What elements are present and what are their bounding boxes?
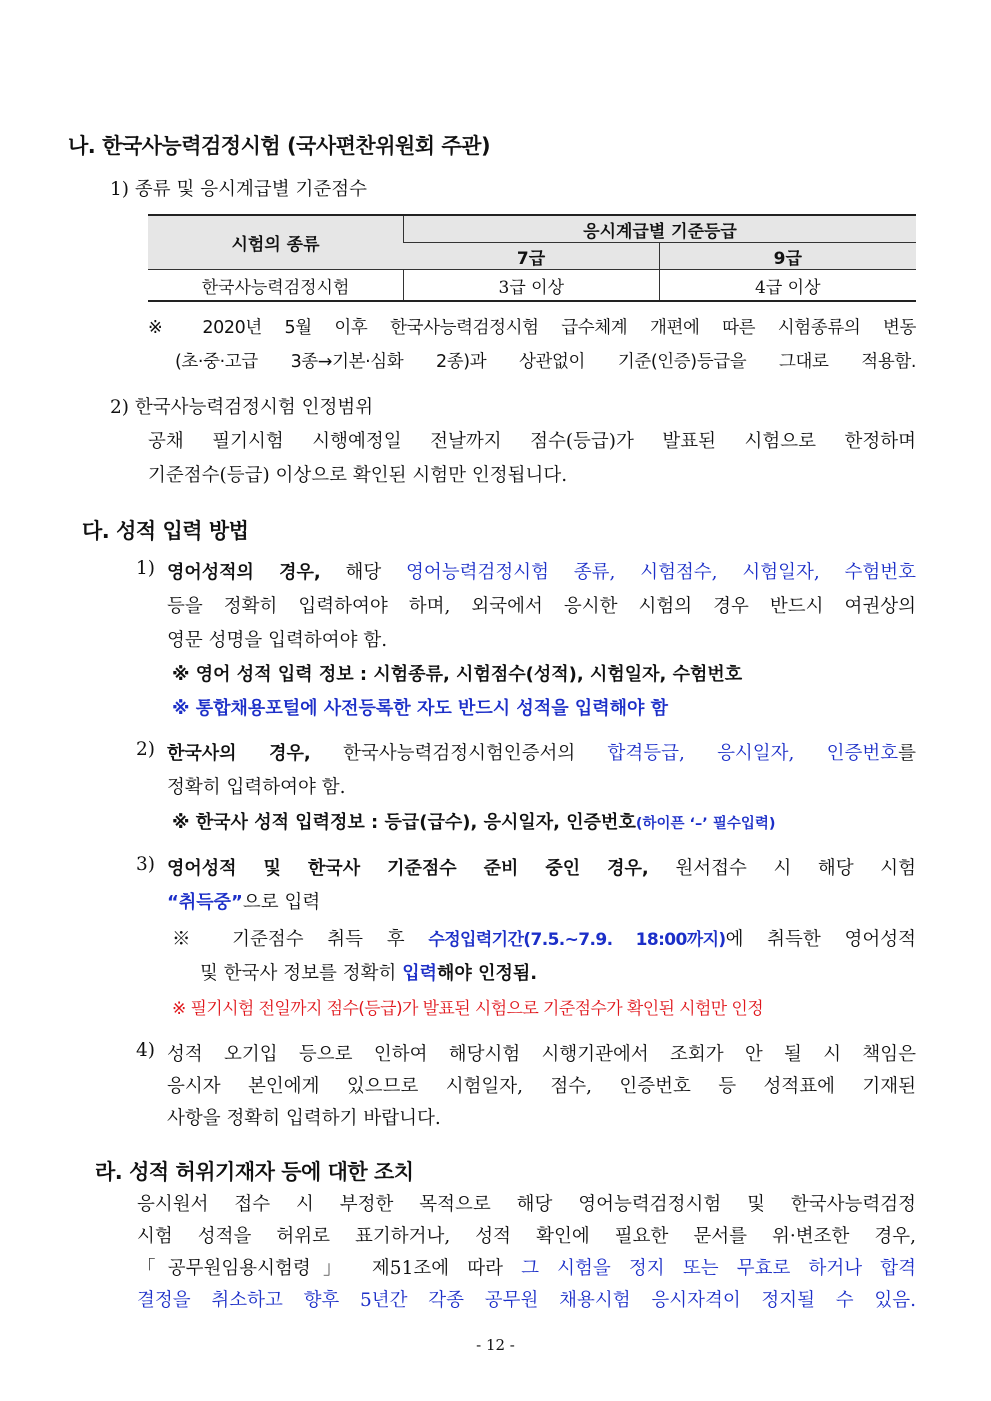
section-na-item1-title: 1) 종류 및 응시계급별 기준점수 [110,179,367,200]
p3-note1-b: 에 취득한 영어성적 [725,929,916,950]
p4-line3: 사항을 정확히 입력하기 바랍니다. [167,1108,441,1129]
p1-bold: 영어성적의 경우, [167,562,321,583]
p4-number: 4) [136,1040,155,1061]
table-header-type: 시험의 종류 [148,215,404,270]
section-na-item2-line2: 기준점수(등급) 이상으로 확인된 시험만 인정됩니다. [148,465,568,486]
section-ra-line3 [137,1254,916,1280]
section-na-heading: 나. 한국사능력검정시험 (국사편찬위원회 주관) [68,134,491,158]
p3-note2-a: 및 한국사 정보를 정확히 [200,963,397,984]
p2-note-korean-history-info [172,808,776,834]
note-grade-reform-line1: ※ 2020년 5월 이후 한국사능력검정시험 급수체계 개편에 따른 시험종류의 변동 [148,318,916,338]
section-da-heading: 다. 성적 입력 방법 [82,519,249,543]
p4-line1: 성적 오기입 등으로 인하여 해당시험 시행기관에서 조회가 안 될 시 책임은 [167,1044,916,1065]
table-row [148,270,916,302]
p3-note2 [200,959,537,985]
p3-quote: “취득중” [167,892,243,913]
p1-line1 [167,558,916,584]
section-ra-line3-text: 「공무원임용시험령」 제51조에 따라 [137,1258,503,1279]
p3-line1 [167,854,916,880]
p2-note-main: ※ 한국사 성적 입력정보 : 등급(급수), 응시일자, 인증번호 [172,812,636,833]
p2-text-suffix: 를 [898,743,916,764]
table-header-grade-9: 9급 [659,243,916,270]
table-cell-grade-7: 3급 이상 [404,270,660,302]
p3-note2-b: 해야 인정됨. [437,963,538,984]
section-ra-line1: 응시원서 접수 시 부정한 목적으로 해당 영어능력검정시험 및 한국사능력검정 [137,1194,916,1215]
section-ra-line3-blue: 그 시험을 정지 또는 무효로 하거나 합격 [521,1258,916,1279]
section-ra-line4: 결정을 취소하고 향후 5년간 각종 공무원 채용시험 응시자격이 정지될 수 있음. [137,1290,916,1311]
p1-line3: 영문 성명을 입력하여야 함. [167,630,388,651]
p2-text: 한국사능력검정시험인증서의 [342,743,576,764]
section-na-item2-line1: 공채 필기시험 시행예정일 전날까지 점수(등급)가 발표된 시험으로 한정하며 [148,431,916,452]
p3-text: 원서접수 시 해당 시험 [675,858,917,879]
p3-note1-period: 수정입력기간(7.5.~7.9. 18:00까지) [428,930,726,950]
p1-line2: 등을 정확히 입력하여야 하며, 외국에서 응시한 시험의 경우 반드시 여권상의 [167,596,916,617]
p1-note-english-info: ※ 영어 성적 입력 정보 : 시험종류, 시험점수(성적), 시험일자, 수험번호 [172,664,743,685]
note-grade-reform-line2: (초·중·고급 3종→기본·심화 2종)과 상관없이 기준(인증)등급을 그대로 적용함. [175,352,916,372]
p1-blue-text: 영어능력검정시험 종류, 시험점수, 시험일자, 수험번호 [406,562,916,583]
p2-blue-text: 합격등급, 응시일자, 인증번호 [607,743,899,764]
table-header-grade-group: 응시계급별 기준등급 [404,215,917,243]
p4-line2: 응시자 본인에게 있으므로 시험일자, 점수, 인증번호 등 성적표에 기재된 [167,1076,916,1097]
criteria-table [148,214,916,302]
p3-note1-a: ※ 기준점수 취득 후 [172,929,405,950]
p1-number: 1) [136,558,155,579]
table-cell-grade-9: 4급 이상 [659,270,916,302]
section-na-item2-title: 2) 한국사능력검정시험 인정범위 [110,397,374,418]
p3-line2 [167,888,320,914]
p3-number: 3) [136,854,155,875]
p1-text: 해당 [345,562,382,583]
p2-note-hyphen: (하이픈 ‘–’ 필수입력) [635,816,776,832]
p3-text2: 으로 입력 [242,892,321,913]
p3-note2-blue: 입력 [402,963,438,984]
page-number: - 12 - [476,1336,515,1354]
p2-number: 2) [136,739,155,760]
table-cell-exam-name: 한국사능력검정시험 [148,270,404,302]
p2-line2: 정확히 입력하여야 함. [167,777,346,798]
p2-line1 [167,739,916,765]
table-header-grade-7: 7급 [404,243,660,270]
p3-note3: ※ 필기시험 전일까지 점수(등급)가 발표된 시험으로 기준점수가 확인된 시험만 인정 [172,999,764,1019]
p1-note-preregistered: ※ 통합채용포털에 사전등록한 자도 반드시 성적을 입력해야 함 [172,698,669,719]
p3-note1 [172,925,916,951]
section-ra-line2: 시험 성적을 허위로 표기하거나, 성적 확인에 필요한 문서를 위·변조한 경우, [137,1226,916,1247]
p3-bold: 영어성적 및 한국사 기준점수 준비 중인 경우, [167,858,649,879]
section-ra-heading: 라. 성적 허위기재자 등에 대한 조치 [95,1160,414,1184]
p2-bold: 한국사의 경우, [167,743,311,764]
